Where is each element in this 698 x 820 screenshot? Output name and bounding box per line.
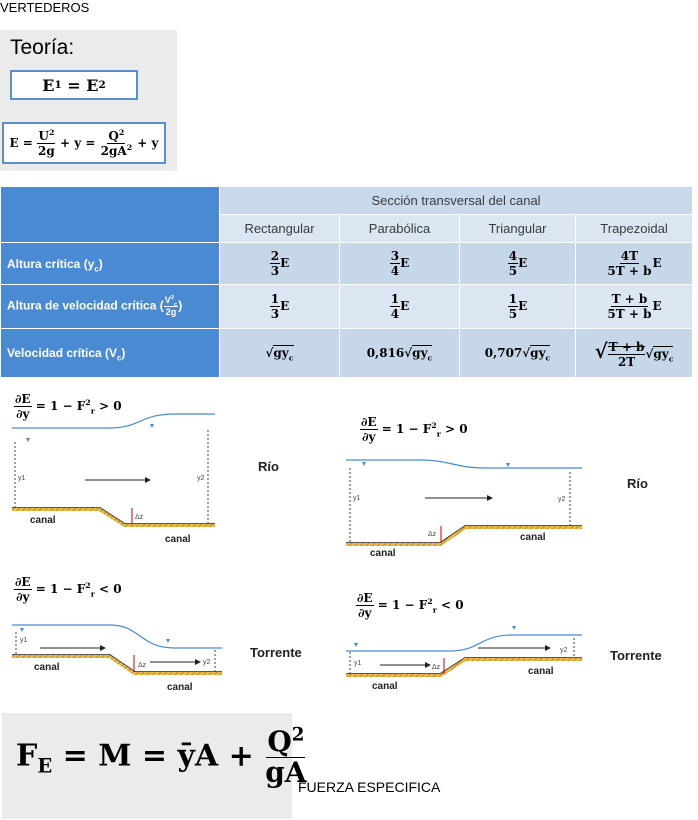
water-level-marker xyxy=(20,628,24,632)
diagram-torrente-step-down xyxy=(12,625,222,693)
water-surface xyxy=(12,414,215,428)
channel-label: canal xyxy=(372,681,398,692)
derivative-condition-torrente-2: $\frac{\partial E}{\partial y}$ = $1 - F^2_r < 0$ xyxy=(357,591,464,620)
flow-arrowhead xyxy=(145,477,151,483)
derivative-condition-torrente-1: $\frac{\partial E}{\partial y}$ = $1 - F^2_r < 0$ xyxy=(15,575,122,604)
table-row xyxy=(1,243,693,285)
table-cell: $\frac{4}{5}$ E xyxy=(460,243,576,285)
page-title: VERTEDEROS xyxy=(0,0,90,15)
table-cell: $0,707√gy_c$ xyxy=(460,329,576,378)
y2-label: y2 xyxy=(197,475,205,482)
table-cell: $\frac{3}{4}$ E xyxy=(340,243,460,285)
y1-label: y1 xyxy=(353,495,361,502)
channel-label: canal xyxy=(528,666,554,677)
water-surface xyxy=(12,625,222,648)
y1-label: y1 xyxy=(18,475,26,482)
water-level-marker xyxy=(150,424,154,428)
torrente-label: Torrente xyxy=(610,648,662,663)
channel-label: canal xyxy=(167,682,193,693)
row-label-critical-velocity-head: Altura de velocidad crítica ( $\frac{V^2_c}{2g}$ ) xyxy=(1,285,220,329)
y2-label: y2 xyxy=(203,659,211,666)
diagram-torrente-step-up xyxy=(346,626,582,692)
row-label-critical-depth: Altura crítica $(y_c)$ xyxy=(1,243,220,285)
channel-label: canal xyxy=(370,548,396,559)
column-header: Triangular xyxy=(460,215,576,243)
flow-arrowhead xyxy=(487,495,493,501)
rio-label: Río xyxy=(258,459,279,474)
diagram-rio-step-up xyxy=(12,414,215,545)
section-header: Sección transversal del canal xyxy=(220,187,693,215)
row-label-critical-velocity: Velocidad crítica $(V_c)$ xyxy=(1,329,220,378)
table-row xyxy=(1,329,693,378)
theory-title: Teoría: xyxy=(10,36,75,59)
table-cell: $\frac{4T}{5T + b}$ E xyxy=(576,243,693,285)
derivative-condition-rio-2: $\frac{\partial E}{\partial y}$ = $1 - F^2_r > 0$ xyxy=(361,415,468,444)
y2-label: y2 xyxy=(558,496,566,503)
energy-equality-box: E 1 = E 2 xyxy=(10,70,138,100)
column-header: Trapezoidal xyxy=(576,215,693,243)
y2-label: y2 xyxy=(560,647,568,654)
water-level-marker xyxy=(506,463,510,467)
table-cell: √ $\frac{T + b}{2T}$ $√gy_c$ xyxy=(576,329,693,378)
flow-arrowhead xyxy=(545,645,551,651)
rio-label: Río xyxy=(627,476,648,491)
water-level-marker xyxy=(166,639,170,643)
water-level-marker xyxy=(354,643,358,647)
derivative-condition-rio-1: $\frac{\partial E}{\partial y}$ = $1 - F^2_r > 0$ xyxy=(15,392,122,421)
y1-label: y1 xyxy=(20,637,28,644)
water-level-marker xyxy=(26,438,30,442)
water-level-marker xyxy=(362,462,366,466)
water-surface xyxy=(346,460,582,468)
table-cell: $0,816√gy_c$ xyxy=(340,329,460,378)
diagram-rio-step-down xyxy=(346,460,582,559)
table-cell: $\frac{1}{5}$ E xyxy=(460,285,576,329)
dz-label: Δz xyxy=(138,662,147,669)
channel-label: canal xyxy=(520,532,546,543)
dz-label: Δz xyxy=(135,514,144,521)
dz-label: Δz xyxy=(432,664,441,671)
table-corner xyxy=(1,187,220,243)
channel-hatch xyxy=(346,526,582,546)
table-cell: $\frac{T + b}{5T + b}$ E xyxy=(576,285,693,329)
table-cell: $√gy_c$ xyxy=(220,329,340,378)
dz-label: Δz xyxy=(428,531,437,538)
flow-arrowhead xyxy=(195,659,201,665)
torrente-label: Torrente xyxy=(250,645,302,660)
table-cell: $\frac{1}{4}$ E xyxy=(340,285,460,329)
column-header: Rectangular xyxy=(220,215,340,243)
specific-force-formula: $F_E = M$ = ȳA + $\frac{Q^2}{gA}$ xyxy=(16,724,307,789)
y1-label: y1 xyxy=(354,660,362,667)
specific-force-caption: FUERZA ESPECIFICA xyxy=(298,779,441,795)
critical-values-table xyxy=(0,186,693,378)
channel-label: canal xyxy=(30,515,56,526)
flow-arrowhead xyxy=(100,645,106,651)
table-cell: $\frac{2}{3}$ E xyxy=(220,243,340,285)
table-row xyxy=(1,285,693,329)
flow-arrowhead xyxy=(425,662,431,668)
table-cell: $\frac{1}{3}$ E xyxy=(220,285,340,329)
channel-label: canal xyxy=(34,662,60,673)
water-level-marker xyxy=(512,626,516,630)
flow-diagrams xyxy=(0,380,698,700)
energy-equation-box: E = $\frac{U^2}{2g}$ + y = $\frac{Q^2}{2gA^2}$ + y xyxy=(2,122,166,164)
channel-label: canal xyxy=(165,534,191,545)
column-header: Parabólica xyxy=(340,215,460,243)
